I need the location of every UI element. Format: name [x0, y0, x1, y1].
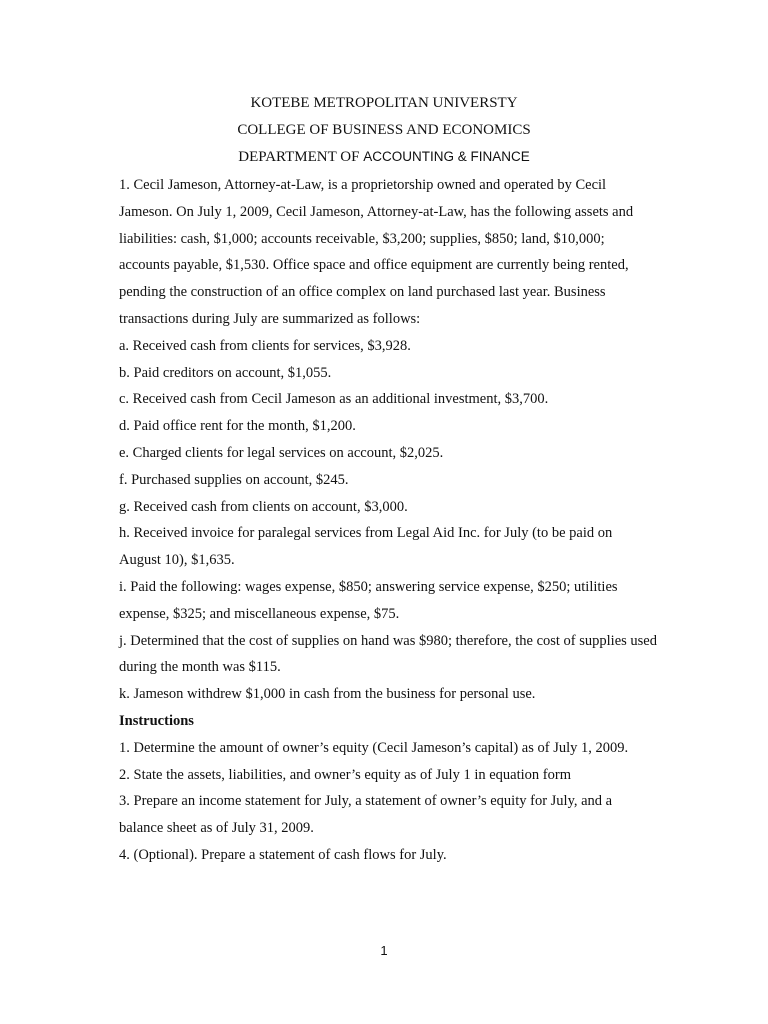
instruction-line: 4. (Optional). Prepare a statement of cash flows for July.: [119, 846, 447, 863]
transaction-d: d. Paid office rent for the month, $1,200.: [119, 418, 356, 435]
problem-line: accounts payable, $1,530. Office space and office equipment are currently being rented,: [119, 257, 629, 274]
problem-line: liabilities: cash, $1,000; accounts receivable, $3,200; supplies, $850; land, $10,000;: [119, 230, 605, 247]
transaction-i-cont: expense, $325; and miscellaneous expense, $75.: [119, 605, 400, 622]
instruction-line: 1. Determine the amount of owner’s equity (Cecil Jameson’s capital) as of July 1, 2009.: [119, 739, 629, 756]
transaction-g: g. Received cash from clients on account, $3,000.: [119, 498, 408, 515]
problem-line: transactions during July are summarized as follows:: [119, 310, 421, 327]
transaction-h: h. Received invoice for paralegal services from Legal Aid Inc. for July (to be paid on: [119, 525, 613, 542]
transaction-e: e. Charged clients for legal services on account, $2,025.: [119, 444, 444, 461]
problem-line: Jameson. On July 1, 2009, Cecil Jameson, Attorney-at-Law, has the following assets and: [119, 203, 634, 220]
transaction-j: j. Determined that the cost of supplies on hand was $980; therefore, the cost of supplies used: [119, 632, 657, 649]
college-title: COLLEGE OF BUSINESS AND ECONOMICS: [237, 122, 531, 138]
problem-line: 1. Cecil Jameson, Attorney-at-Law, is a proprietorship owned and operated by Cecil: [119, 177, 607, 193]
university-title: KOTEBE METROPOLITAN UNIVERSTY: [250, 95, 518, 111]
transaction-b: b. Paid creditors on account, $1,055.: [119, 364, 332, 381]
department-prefix: DEPARTMENT OF: [238, 149, 364, 165]
instructions-heading: Instructions: [119, 712, 194, 729]
transaction-i: i. Paid the following: wages expense, $850; answering service expense, $250; utilities: [119, 578, 618, 595]
page-number: 1: [380, 943, 388, 958]
body-text: [119, 172, 664, 869]
transaction-k: k. Jameson withdrew $1,000 in cash from the business for personal use.: [119, 686, 536, 703]
instruction-line: 3. Prepare an income statement for July, a statement of owner’s equity for July, and a: [119, 793, 613, 810]
instruction-line: balance sheet as of July 31, 2009.: [119, 820, 314, 837]
transaction-f: f. Purchased supplies on account, $245.: [119, 471, 349, 488]
transaction-a: a. Received cash from clients for services, $3,928.: [119, 337, 411, 354]
problem-line: pending the construction of an office complex on land purchased last year. Business: [119, 284, 606, 301]
transaction-c: c. Received cash from Cecil Jameson as an additional investment, $3,700.: [119, 391, 549, 408]
instruction-line: 2. State the assets, liabilities, and owner’s equity as of July 1 in equation form: [119, 766, 571, 783]
department-name: ACCOUNTING & FINANCE: [363, 149, 530, 164]
department-title: [0, 147, 768, 167]
transaction-h-cont: August 10), $1,635.: [119, 552, 235, 569]
transaction-j-cont: during the month was $115.: [119, 659, 281, 676]
